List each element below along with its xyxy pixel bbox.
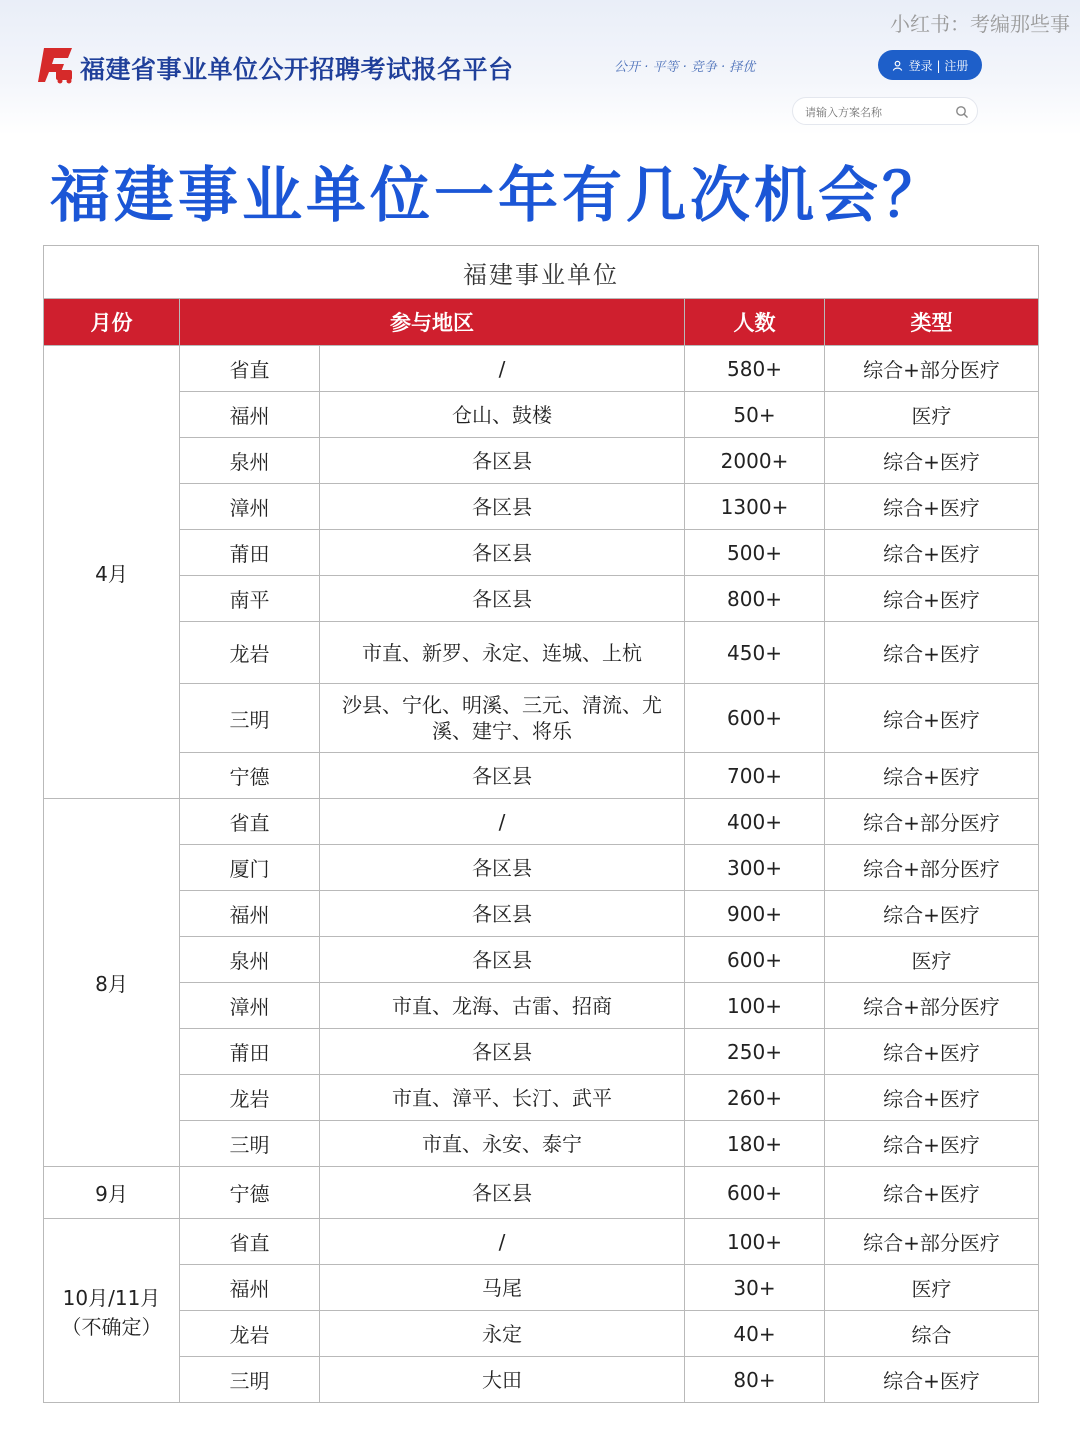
count-cell: 700+	[685, 753, 825, 799]
region-cell: 各区县	[320, 891, 685, 937]
count-cell: 600+	[685, 937, 825, 983]
city-cell: 福州	[180, 891, 320, 937]
table-row	[44, 1219, 1039, 1265]
type-cell: 综合+医疗	[825, 891, 1039, 937]
count-cell: 100+	[685, 983, 825, 1029]
city-cell: 漳州	[180, 484, 320, 530]
table-row	[44, 983, 1039, 1029]
month-cell: 8月	[44, 799, 180, 1167]
search-box	[792, 97, 978, 125]
table-row	[44, 1167, 1039, 1219]
count-cell: 300+	[685, 845, 825, 891]
city-cell: 三明	[180, 1357, 320, 1403]
type-cell: 综合+医疗	[825, 684, 1039, 753]
table-row	[44, 438, 1039, 484]
type-cell: 综合+医疗	[825, 530, 1039, 576]
type-cell: 综合+医疗	[825, 1121, 1039, 1167]
login-register-button[interactable]	[878, 50, 982, 80]
region-cell: 市直、漳平、长汀、武平	[320, 1075, 685, 1121]
region-cell: 各区县	[320, 937, 685, 983]
region-cell: 市直、新罗、永定、连城、上杭	[320, 622, 685, 684]
region-cell: 市直、永安、泰宁	[320, 1121, 685, 1167]
city-cell: 莆田	[180, 530, 320, 576]
page-headline: 福建事业单位一年有几次机会？	[50, 161, 946, 231]
count-cell: 400+	[685, 799, 825, 845]
city-cell: 泉州	[180, 937, 320, 983]
column-header-count: 人数	[685, 299, 825, 346]
region-cell: 市直、龙海、古雷、招商	[320, 983, 685, 1029]
city-cell: 三明	[180, 684, 320, 753]
type-cell: 综合+医疗	[825, 753, 1039, 799]
column-header-month: 月份	[44, 299, 180, 346]
region-cell: 各区县	[320, 753, 685, 799]
city-cell: 漳州	[180, 983, 320, 1029]
region-cell: /	[320, 799, 685, 845]
count-cell: 40+	[685, 1311, 825, 1357]
column-header-region: 参与地区	[180, 299, 685, 346]
type-cell: 综合+医疗	[825, 1167, 1039, 1219]
table-row	[44, 346, 1039, 392]
table-row	[44, 392, 1039, 438]
month-cell: 4月	[44, 346, 180, 799]
slogan: 公开 · 平等 · 竞争 · 择优	[614, 60, 756, 75]
table-row	[44, 1121, 1039, 1167]
count-cell: 100+	[685, 1219, 825, 1265]
type-cell: 综合+医疗	[825, 1357, 1039, 1403]
search-icon[interactable]	[955, 104, 969, 123]
count-cell: 2000+	[685, 438, 825, 484]
region-cell: 各区县	[320, 1167, 685, 1219]
table-row	[44, 1265, 1039, 1311]
month-cell: 10月/11月（不确定）	[44, 1219, 180, 1403]
region-cell: 仓山、鼓楼	[320, 392, 685, 438]
table-title: 福建事业单位	[44, 246, 1039, 299]
type-cell: 综合+部分医疗	[825, 1219, 1039, 1265]
city-cell: 龙岩	[180, 622, 320, 684]
table-row	[44, 684, 1039, 753]
count-cell: 80+	[685, 1357, 825, 1403]
table-row	[44, 530, 1039, 576]
city-cell: 龙岩	[180, 1075, 320, 1121]
region-cell: 沙县、宁化、明溪、三元、清流、尤溪、建宁、将乐	[320, 684, 685, 753]
region-cell: 各区县	[320, 845, 685, 891]
column-header-type: 类型	[825, 299, 1039, 346]
city-cell: 省直	[180, 1219, 320, 1265]
table-row	[44, 1311, 1039, 1357]
region-cell: 永定	[320, 1311, 685, 1357]
count-cell: 500+	[685, 530, 825, 576]
count-cell: 50+	[685, 392, 825, 438]
region-cell: /	[320, 346, 685, 392]
type-cell: 综合+医疗	[825, 1029, 1039, 1075]
region-cell: 大田	[320, 1357, 685, 1403]
type-cell: 医疗	[825, 392, 1039, 438]
count-cell: 580+	[685, 346, 825, 392]
city-cell: 泉州	[180, 438, 320, 484]
type-cell: 综合+医疗	[825, 438, 1039, 484]
table-row	[44, 845, 1039, 891]
region-cell: 各区县	[320, 576, 685, 622]
user-icon	[892, 60, 903, 71]
platform-name: 福建省事业单位公开招聘考试报名平台	[80, 55, 514, 84]
count-cell: 600+	[685, 1167, 825, 1219]
login-register-label: 登录 | 注册	[908, 58, 969, 73]
count-cell: 180+	[685, 1121, 825, 1167]
count-cell: 450+	[685, 622, 825, 684]
region-cell: 各区县	[320, 1029, 685, 1075]
table-row	[44, 576, 1039, 622]
city-cell: 厦门	[180, 845, 320, 891]
type-cell: 综合+医疗	[825, 622, 1039, 684]
count-cell: 30+	[685, 1265, 825, 1311]
type-cell: 综合	[825, 1311, 1039, 1357]
month-cell: 9月	[44, 1167, 180, 1219]
city-cell: 福州	[180, 392, 320, 438]
city-cell: 省直	[180, 346, 320, 392]
table-row	[44, 1075, 1039, 1121]
city-cell: 宁德	[180, 1167, 320, 1219]
table-row	[44, 937, 1039, 983]
region-cell: 各区县	[320, 438, 685, 484]
city-cell: 龙岩	[180, 1311, 320, 1357]
type-cell: 综合+部分医疗	[825, 346, 1039, 392]
count-cell: 600+	[685, 684, 825, 753]
table-row	[44, 622, 1039, 684]
type-cell: 医疗	[825, 1265, 1039, 1311]
city-cell: 南平	[180, 576, 320, 622]
region-cell: /	[320, 1219, 685, 1265]
city-cell: 省直	[180, 799, 320, 845]
region-cell: 各区县	[320, 530, 685, 576]
count-cell: 260+	[685, 1075, 825, 1121]
count-cell: 1300+	[685, 484, 825, 530]
count-cell: 800+	[685, 576, 825, 622]
table-row	[44, 1357, 1039, 1403]
table-row	[44, 484, 1039, 530]
platform-logo-icon	[36, 44, 76, 84]
table-row	[44, 891, 1039, 937]
city-cell: 三明	[180, 1121, 320, 1167]
type-cell: 医疗	[825, 937, 1039, 983]
city-cell: 莆田	[180, 1029, 320, 1075]
region-cell: 各区县	[320, 484, 685, 530]
type-cell: 综合+医疗	[825, 1075, 1039, 1121]
watermark: 小红书：考编那些事	[890, 12, 1070, 36]
count-cell: 250+	[685, 1029, 825, 1075]
region-cell: 马尾	[320, 1265, 685, 1311]
count-cell: 900+	[685, 891, 825, 937]
search-input[interactable]	[803, 102, 947, 122]
recruitment-table	[43, 245, 1039, 1403]
city-cell: 宁德	[180, 753, 320, 799]
type-cell: 综合+部分医疗	[825, 983, 1039, 1029]
table-row	[44, 799, 1039, 845]
table-row	[44, 753, 1039, 799]
city-cell: 福州	[180, 1265, 320, 1311]
type-cell: 综合+医疗	[825, 484, 1039, 530]
type-cell: 综合+部分医疗	[825, 845, 1039, 891]
table-row	[44, 1029, 1039, 1075]
type-cell: 综合+部分医疗	[825, 799, 1039, 845]
type-cell: 综合+医疗	[825, 576, 1039, 622]
